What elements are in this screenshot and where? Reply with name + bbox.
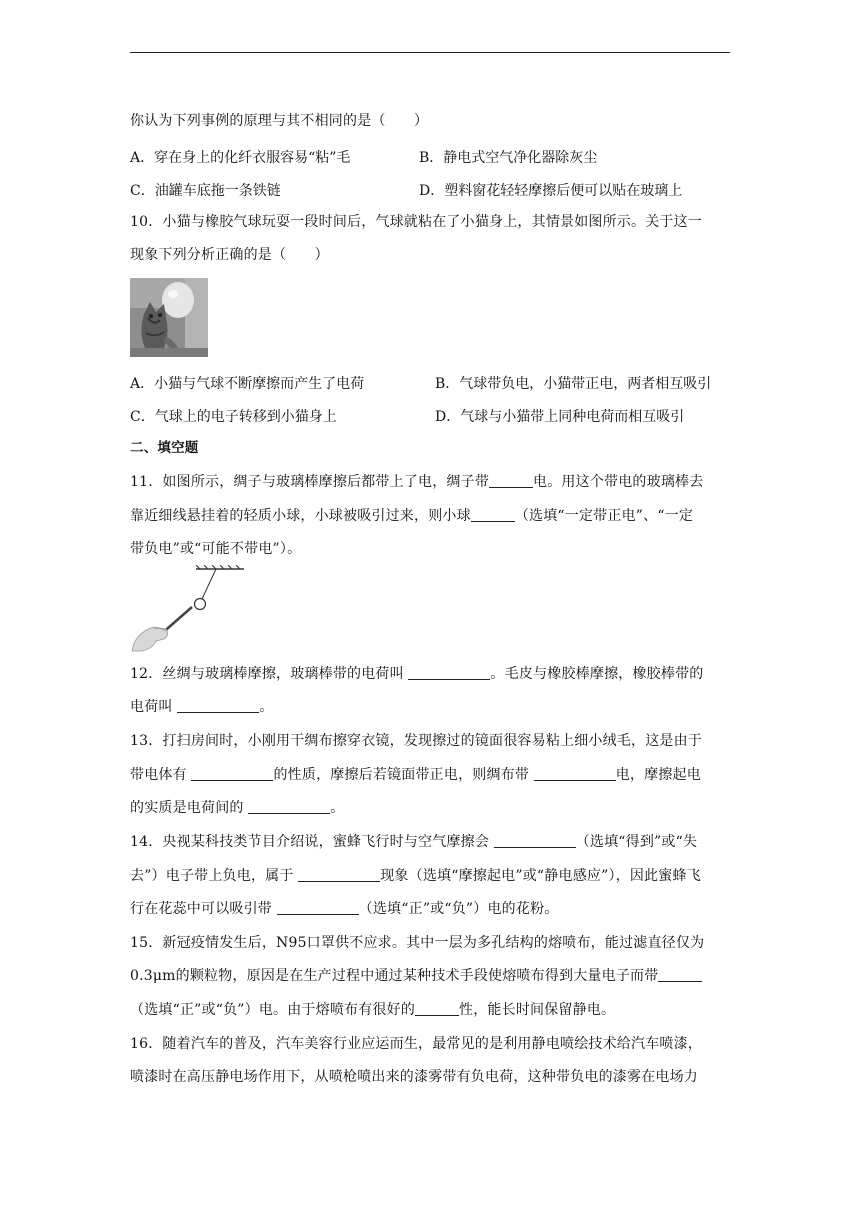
q9-option-b: B．静电式空气净化器除灰尘 bbox=[419, 150, 598, 166]
q11-line3: 带负电”或“可能不带电”）。 bbox=[130, 541, 302, 557]
q11-text: 电。用这个带电的玻璃棒去 bbox=[533, 474, 704, 490]
q9-option-d: D．塑料窗花轻轻摩擦后便可以贴在玻璃上 bbox=[419, 183, 683, 199]
q13-text: 。 bbox=[330, 800, 345, 816]
q12-text: 12．丝绸与玻璃棒摩擦，玻璃棒带的电荷叫 bbox=[130, 666, 404, 682]
cat-balloon-photo bbox=[130, 278, 208, 357]
q10-option-b: B．气球带负电，小猫带正电，两者相互吸引 bbox=[435, 376, 712, 392]
q16-line1: 16．随着汽车的普及，汽车美容行业应运而生，最常见的是利用静电喷绘技术给汽车喷漆， bbox=[130, 1036, 703, 1052]
q11-text: 11．如图所示，绸子与玻璃棒摩擦后都带上了电，绸子带 bbox=[130, 474, 490, 490]
q15-blank-2[interactable] bbox=[415, 1002, 459, 1016]
q14-line2 bbox=[130, 868, 701, 884]
glass-rod-figure bbox=[130, 565, 250, 653]
q15-line2 bbox=[130, 968, 702, 984]
q10-stem-line2: 现象下列分析正确的是（ ） bbox=[130, 247, 329, 263]
q11-blank-2[interactable] bbox=[471, 508, 515, 522]
q9-option-a: A．穿在身上的化纤衣服容易“粘”毛 bbox=[130, 150, 351, 166]
q10-option-a: A．小猫与气球不断摩擦而产生了电荷 bbox=[130, 376, 365, 392]
q13-text: 的实质是电荷间的 bbox=[130, 800, 244, 816]
q12-line2 bbox=[130, 699, 273, 715]
q13-text: 带电体有 bbox=[130, 767, 187, 783]
q14-text: （选填“得到”或“失 bbox=[575, 834, 698, 850]
q14-text: （选填“正”或“负”）电的花粉。 bbox=[358, 901, 559, 917]
q10-option-c: C．气球上的电子转移到小猫身上 bbox=[130, 409, 337, 425]
q14-blank-1[interactable] bbox=[494, 834, 576, 848]
q11-line1 bbox=[130, 474, 703, 490]
q12-blank-1[interactable] bbox=[408, 666, 490, 680]
q12-text: 。毛皮与橡胶棒摩擦，橡胶棒带的 bbox=[490, 666, 704, 682]
q9-stem: 你认为下列事例的原理与其不相同的是（ ） bbox=[130, 113, 429, 129]
q14-blank-3[interactable] bbox=[277, 901, 359, 915]
q14-text: 去”）电子带上负电，属于 bbox=[130, 868, 294, 884]
q9-option-c: C．油罐车底拖一条铁链 bbox=[130, 183, 281, 199]
header-rule bbox=[130, 52, 730, 53]
q13-blank-3[interactable] bbox=[248, 800, 330, 814]
q15-line3 bbox=[130, 1002, 615, 1018]
q14-text: 现象（选填“摩擦起电”或“静电感应”），因此蜜蜂飞 bbox=[380, 868, 701, 884]
q13-line1: 13．打扫房间时，小刚用干绸布擦穿衣镜，发现擦过的镜面很容易粘上细小绒毛，这是由于 bbox=[130, 733, 703, 749]
q12-text: 电荷叫 bbox=[130, 699, 173, 715]
q11-blank-1[interactable] bbox=[489, 474, 533, 488]
q15-line1: 15．新冠疫情发生后，N95口罩供不应求。其中一层为多孔结构的熔喷布，能过滤直径仅为 bbox=[130, 935, 705, 951]
q14-blank-2[interactable] bbox=[298, 868, 380, 882]
q10-option-d: D．气球与小猫带上同种电荷而相互吸引 bbox=[435, 409, 685, 425]
q14-line1 bbox=[130, 834, 697, 850]
q14-text: 行在花蕊中可以吸引带 bbox=[130, 901, 272, 917]
q15-text: 性，能长时间保留静电。 bbox=[459, 1002, 616, 1018]
section-title: 二、填空题 bbox=[130, 440, 199, 456]
q12-blank-2[interactable] bbox=[177, 699, 259, 713]
q15-text: 0.3μm的颗粒物，原因是在生产过程中通过某种技术手段使熔喷布得到大量电子而带 bbox=[130, 968, 659, 984]
q13-blank-2[interactable] bbox=[534, 767, 616, 781]
q13-text: 电，摩擦起电 bbox=[615, 767, 701, 783]
q16-line2: 喷漆时在高压静电场作用下，从喷枪喷出来的漆雾带有负电荷，这种带负电的漆雾在电场力 bbox=[130, 1069, 698, 1085]
q12-text: 。 bbox=[259, 699, 274, 715]
q12-line1 bbox=[130, 666, 703, 682]
q14-line3 bbox=[130, 901, 558, 917]
q13-blank-1[interactable] bbox=[191, 767, 273, 781]
q11-line2 bbox=[130, 508, 693, 524]
q11-text: 靠近细线悬挂着的轻质小球，小球被吸引过来，则小球 bbox=[130, 508, 471, 524]
q13-line2 bbox=[130, 767, 701, 783]
q11-text: （选填“一定带正电”、“一定 bbox=[514, 508, 694, 524]
q10-stem-line1: 10．小猫与橡胶气球玩耍一段时间后，气球就粘在了小猫身上，其情景如图所示。关于这一 bbox=[130, 214, 703, 230]
q14-text: 14．央视某科技类节目介绍说，蜜蜂飞行时与空气摩擦会 bbox=[130, 834, 490, 850]
q15-text: （选填“正”或“负”）电。由于熔喷布有很好的 bbox=[130, 1002, 416, 1018]
q13-line3 bbox=[130, 800, 344, 816]
q13-text: 的性质，摩擦后若镜面带正电，则绸布带 bbox=[273, 767, 530, 783]
q15-blank-1[interactable] bbox=[658, 968, 702, 982]
